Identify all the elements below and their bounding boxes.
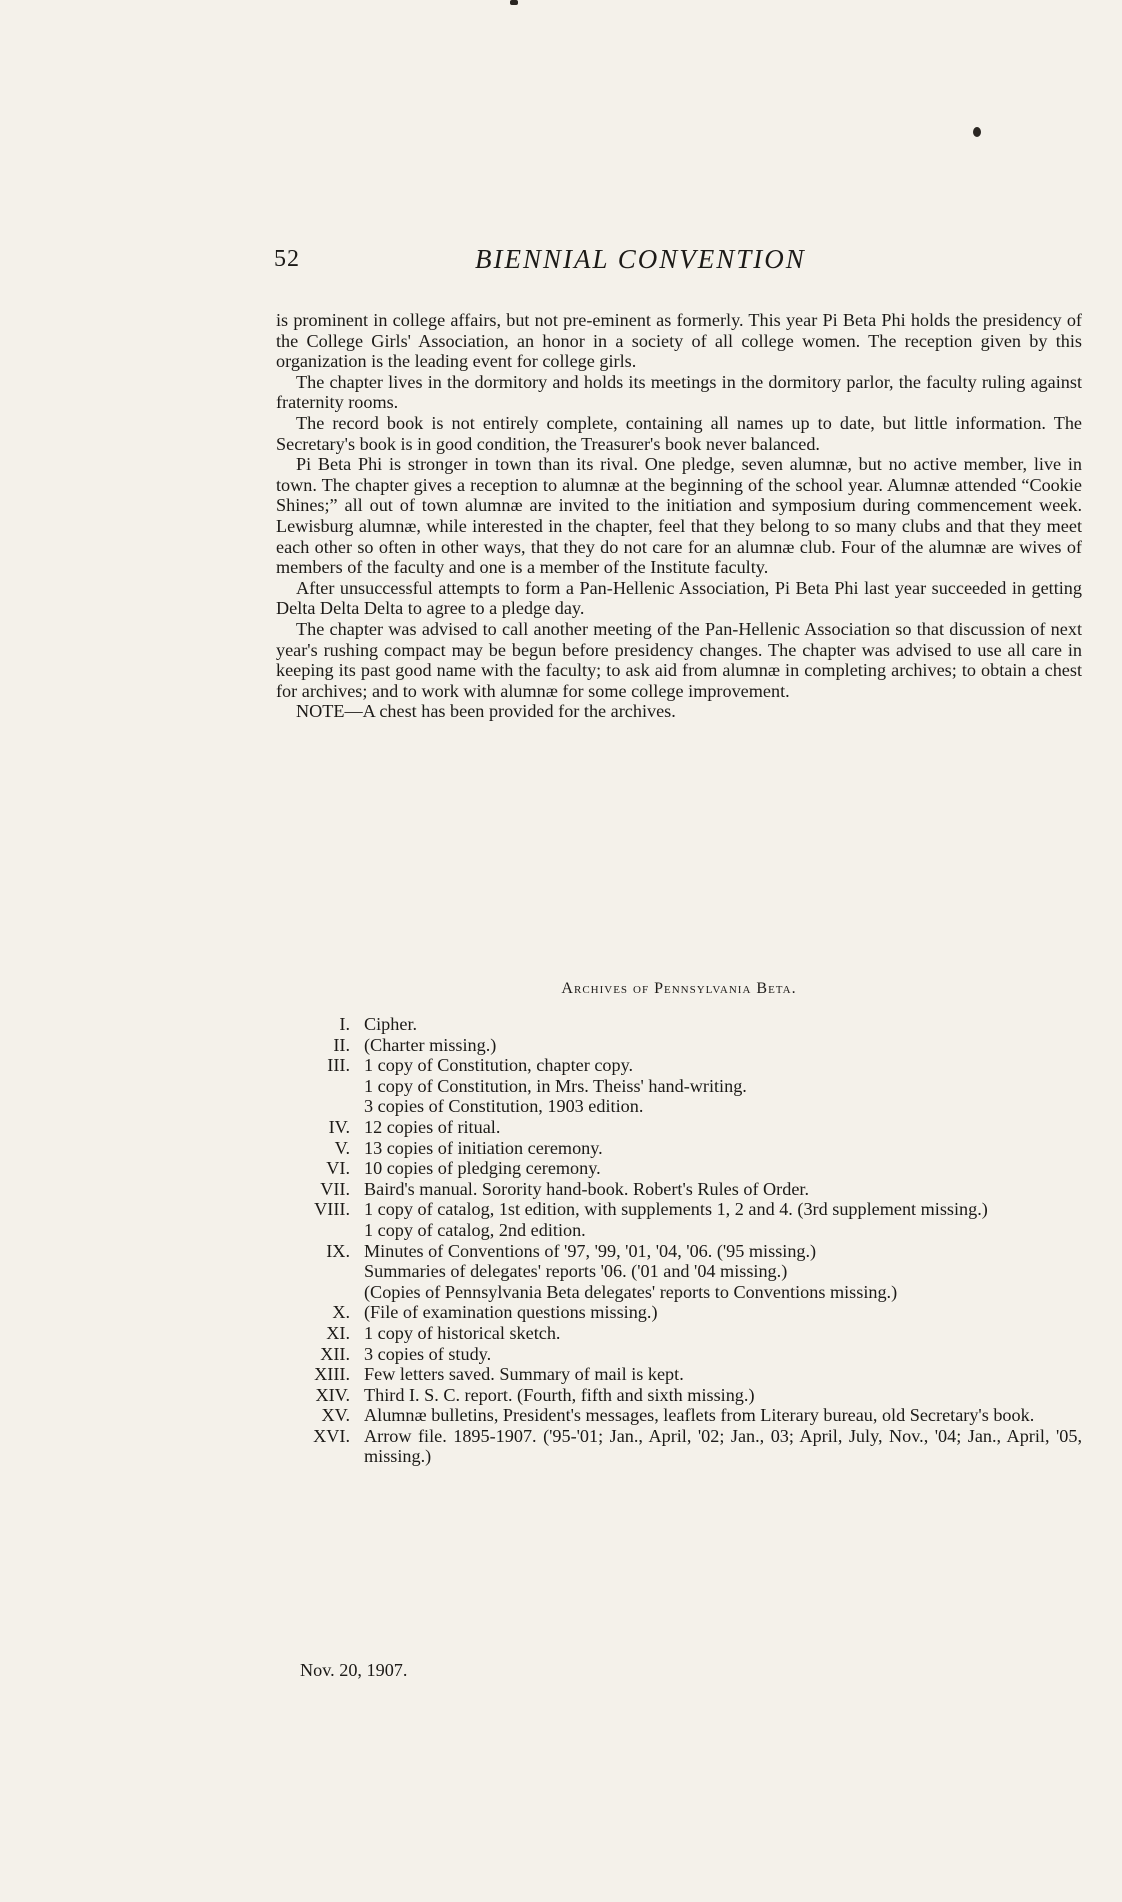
archive-entry-text bbox=[364, 1344, 1082, 1365]
archive-entry-line: 12 copies of ritual. bbox=[364, 1116, 501, 1137]
archive-entry-line: Arrow file. 1895-1907. ('95-'01; Jan., April, '02; Jan., 03; April, July, Nov., '04; Jan., April, '05, missing.) bbox=[364, 1425, 1082, 1467]
archive-entry-text bbox=[364, 1426, 1082, 1467]
paragraph: After unsuccessful attempts to form a Pan-Hellenic Association, Pi Beta Phi last year succeeded in getting Delta Delta Delta to agree to a pledge day. bbox=[276, 577, 1082, 619]
archive-entry bbox=[276, 1426, 1082, 1467]
archive-entry-numeral: XII. bbox=[320, 1343, 350, 1364]
archive-entry-line: Baird's manual. Sorority hand-book. Robert's Rules of Order. bbox=[364, 1178, 810, 1199]
archive-entry bbox=[276, 1055, 1082, 1117]
archives-heading: Archives of Pennsylvania Beta. bbox=[561, 980, 797, 997]
archive-entry bbox=[276, 1117, 1082, 1138]
archive-entry-numeral: XVI. bbox=[313, 1425, 350, 1446]
paragraph: The chapter was advised to call another meeting of the Pan-Hellenic Association so that discussion of next year's rushing compact may be begun before presidency changes. The chapter was advised to use all care in keeping its past good name with the faculty; to ask aid from alumnæ in completing archives; to obtain a chest for archives; and to work with alumnæ for some college improvement. bbox=[276, 618, 1082, 701]
archive-entry-text bbox=[364, 1199, 1082, 1240]
archive-entry-line: 1 copy of catalog, 2nd edition. bbox=[364, 1219, 586, 1240]
archive-entry-text bbox=[364, 1364, 1082, 1385]
archive-entry-numeral: IX. bbox=[326, 1240, 350, 1261]
archive-entry bbox=[276, 1385, 1082, 1406]
archive-entry-text bbox=[364, 1138, 1082, 1159]
archive-entry bbox=[276, 1199, 1082, 1240]
archive-entry bbox=[276, 1344, 1082, 1365]
archive-entry-text bbox=[364, 1035, 1082, 1056]
archive-entry-text bbox=[364, 1241, 1082, 1303]
archive-entry-line: Summaries of delegates' reports '06. ('01 and '04 missing.) bbox=[364, 1261, 788, 1282]
body-text bbox=[276, 310, 1082, 722]
archive-entry-numeral: XIV. bbox=[315, 1384, 350, 1405]
archive-entry-numeral: XV. bbox=[321, 1405, 350, 1426]
note-paragraph: NOTE—A chest has been provided for the archives. bbox=[296, 701, 676, 722]
archive-entry-line: 1 copy of Constitution, chapter copy. bbox=[364, 1055, 634, 1076]
archive-entry-numeral: VII. bbox=[320, 1178, 350, 1199]
archive-entry-line: 1 copy of historical sketch. bbox=[364, 1322, 561, 1343]
archive-entry-numeral: X. bbox=[332, 1302, 350, 1323]
archive-entry-text bbox=[364, 1323, 1082, 1344]
archive-entry-text bbox=[364, 1117, 1082, 1138]
document-date: Nov. 20, 1907. bbox=[300, 1660, 408, 1680]
archive-entry-line: Alumnæ bulletins, President's messages, leaflets from Literary bureau, old Secretary's book. bbox=[364, 1405, 1035, 1426]
archives-list bbox=[276, 1014, 1082, 1467]
archive-entry bbox=[276, 1405, 1082, 1426]
page-number: 52 bbox=[274, 246, 300, 272]
archive-entry bbox=[276, 1014, 1082, 1035]
archive-entry-numeral: I. bbox=[339, 1014, 350, 1034]
archive-entry-line: Few letters saved. Summary of mail is kept. bbox=[364, 1364, 684, 1385]
archive-entry-text bbox=[364, 1302, 1082, 1323]
archive-entry-text bbox=[364, 1405, 1082, 1426]
archive-entry bbox=[276, 1323, 1082, 1344]
archive-entry-numeral: VIII. bbox=[314, 1199, 350, 1220]
archive-entry-numeral: II. bbox=[333, 1034, 350, 1055]
archive-entry-line: (File of examination questions missing.) bbox=[364, 1302, 658, 1323]
archive-entry-line: Minutes of Conventions of '97, '99, '01, '04, '06. ('95 missing.) bbox=[364, 1240, 817, 1261]
archive-entry-line: Cipher. bbox=[364, 1014, 418, 1034]
archive-entry bbox=[276, 1179, 1082, 1200]
paragraph: is prominent in college affairs, but not pre-eminent as formerly. This year Pi Beta Phi holds the presidency of the College Girls' Association, an honor in a society of all college women. The reception given by this organization is the leading event for college girls. bbox=[276, 310, 1082, 372]
archive-entry-text bbox=[364, 1179, 1082, 1200]
running-head bbox=[274, 244, 1084, 284]
paragraph: Pi Beta Phi is stronger in town than its rival. One pledge, seven alumnæ, but no active member, live in town. The chapter gives a reception to alumnæ at the beginning of the school year. Alumnæ attended “Cookie Shines;” all out of town alumnæ are invited to the initiation and symposium during commencement week. Lewisburg alumnæ, while interested in the chapter, feel that they belong to so many clubs and that they meet each other so often in other ways, that they do not care for an alumnæ club. Four of the alumnæ are wives of members of the faculty and one is a member of the Institute faculty. bbox=[276, 454, 1082, 578]
ink-speck bbox=[973, 127, 981, 137]
archive-entry-text bbox=[364, 1385, 1082, 1406]
archive-entry-line: (Copies of Pennsylvania Beta delegates' reports to Conventions missing.) bbox=[364, 1281, 898, 1302]
paragraph: The chapter lives in the dormitory and holds its meetings in the dormitory parlor, the faculty ruling against fraternity rooms. bbox=[276, 371, 1082, 413]
archive-entry bbox=[276, 1241, 1082, 1303]
archive-entry-text bbox=[364, 1055, 1082, 1117]
page-title: BIENNIAL CONVENTION bbox=[475, 244, 806, 274]
archive-entry-numeral: XI. bbox=[326, 1322, 350, 1343]
archive-entry bbox=[276, 1364, 1082, 1385]
archive-entry-line: (Charter missing.) bbox=[364, 1034, 497, 1055]
archive-entry-text bbox=[364, 1158, 1082, 1179]
ink-speck bbox=[510, 0, 518, 5]
archive-entry bbox=[276, 1138, 1082, 1159]
archive-entry-line: 1 copy of Constitution, in Mrs. Theiss' hand-writing. bbox=[364, 1075, 747, 1096]
archive-entry-line: 3 copies of study. bbox=[364, 1343, 492, 1364]
archive-entry-line: 10 copies of pledging ceremony. bbox=[364, 1158, 601, 1179]
archive-entry-line: 1 copy of catalog, 1st edition, with supplements 1, 2 and 4. (3rd supplement missing.) bbox=[364, 1199, 988, 1220]
archive-entry bbox=[276, 1302, 1082, 1323]
archive-entry-numeral: VI. bbox=[326, 1158, 350, 1179]
archive-entry-line: 13 copies of initiation ceremony. bbox=[364, 1137, 603, 1158]
archive-entry-line: Third I. S. C. report. (Fourth, fifth and sixth missing.) bbox=[364, 1384, 755, 1405]
archive-entry-numeral: III. bbox=[327, 1055, 350, 1076]
archive-entry bbox=[276, 1158, 1082, 1179]
archive-entry-line: 3 copies of Constitution, 1903 edition. bbox=[364, 1096, 644, 1117]
archive-entry-numeral: IV. bbox=[328, 1116, 350, 1137]
archive-entry-text bbox=[364, 1014, 1082, 1035]
archive-entry-numeral: V. bbox=[334, 1137, 350, 1158]
archive-entry bbox=[276, 1035, 1082, 1056]
paragraph: The record book is not entirely complete, containing all names up to date, but little information. The Secretary's book is in good condition, the Treasurer's book never balanced. bbox=[276, 412, 1082, 454]
archive-entry-numeral: XIII. bbox=[314, 1364, 350, 1385]
